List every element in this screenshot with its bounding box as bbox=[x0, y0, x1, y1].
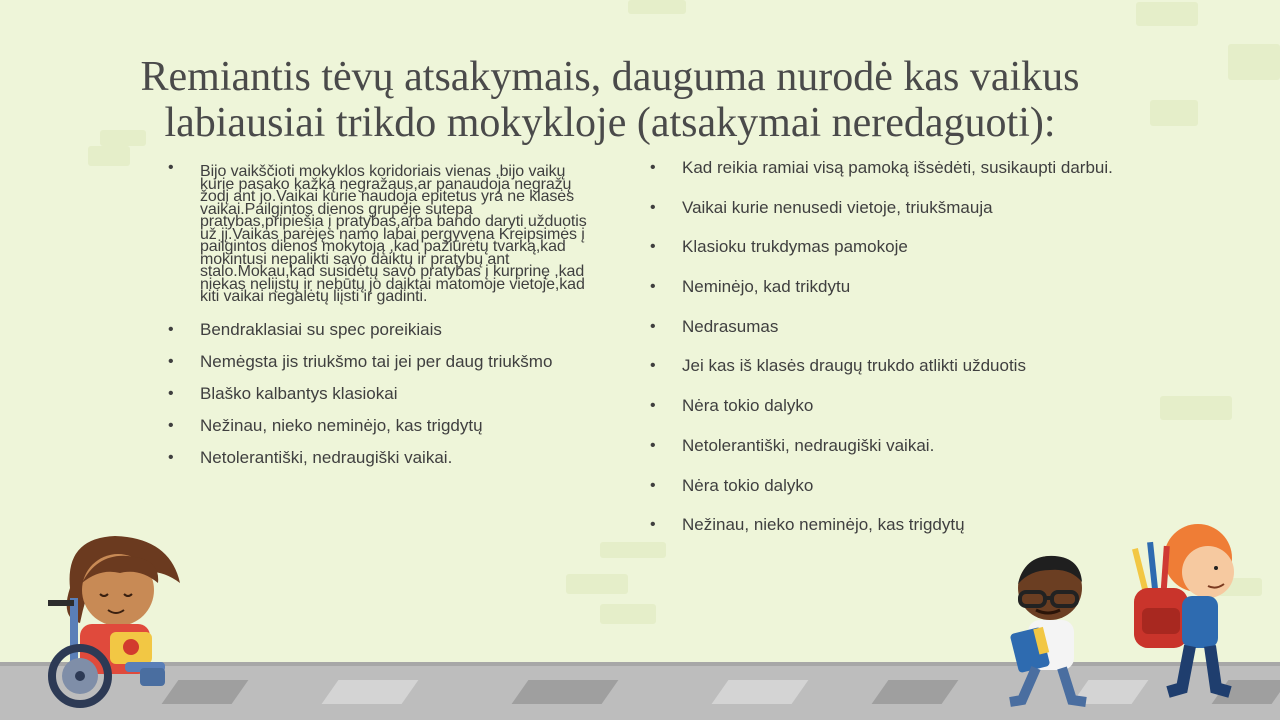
list-item bbox=[168, 416, 600, 436]
list-item-text: Nedrasumas bbox=[682, 316, 779, 336]
bullet-icon: • bbox=[650, 397, 656, 415]
floor-tile bbox=[322, 680, 419, 704]
chalk-smudge bbox=[1228, 44, 1280, 80]
bullet-icon: • bbox=[168, 159, 174, 176]
chalk-smudge bbox=[1136, 2, 1198, 26]
list-item-text: Neminėjo, kad trikdytu bbox=[682, 277, 851, 297]
list-item-text: Nėra tokio dalyko bbox=[682, 475, 814, 495]
list-item-text: Nemėgsta jis triukšmo tai jei per daug triukšmo bbox=[200, 351, 553, 371]
bullet-icon: • bbox=[650, 238, 656, 256]
bullet-icon: • bbox=[650, 436, 656, 454]
list-item bbox=[650, 198, 1210, 218]
list-item-text: Jei kas iš klasės draugų trukdo atlikti užduotis bbox=[682, 356, 1026, 376]
list-item-text: Bijo vaikščioti mokyklos koridoriais vienas ,bijo vaikų kurie pasako kažką negražaus,ar panaudoja negražų žodį ant jo.Vaikai kurie naudoja epitetus yra ne klasės vaikai.Pailgintos dienos grupėje sutepa pratybas,pripiešia į pratybas,arba bando daryti užduotis už jį.Vaikas parėjęs namo labai pergyvena Kreipsimės į pailgintos dienos mokytoją ,kad pažiūrėtų tvarką,kad mokintusi nepalikti savo daiktų ir pratybų ant stalo.Mokau,kad susidėtų savo pratybas į kurprinę ,kad niekas neliįstų ir nebūtų jo daiktai matomoje vietoje,kad kiti vaikai negalėtų liįsti ir gadinti. bbox=[200, 163, 587, 305]
list-item-text: Nežinau, nieko neminėjo, kas trigdytų bbox=[200, 415, 483, 435]
list-item bbox=[650, 396, 1210, 416]
bullet-icon: • bbox=[168, 320, 174, 338]
list-item bbox=[168, 158, 600, 304]
boy-with-backpack-and-pencils-illustration bbox=[1120, 518, 1240, 704]
bullet-icon: • bbox=[650, 357, 656, 375]
list-item bbox=[650, 277, 1210, 297]
right-bullet-list bbox=[650, 158, 1210, 555]
list-item bbox=[650, 436, 1210, 456]
list-item-text: Nežinau, nieko neminėjo, kas trigdytų bbox=[682, 515, 965, 535]
list-item bbox=[168, 384, 600, 404]
list-item bbox=[650, 476, 1210, 496]
list-item-text: Netolerantiški, nedraugiški vaikai. bbox=[200, 447, 453, 467]
bullet-icon: • bbox=[168, 352, 174, 370]
girl-in-wheelchair-illustration bbox=[40, 528, 190, 708]
floor-tile bbox=[712, 680, 809, 704]
chalk-smudge bbox=[600, 604, 656, 624]
bullet-icon: • bbox=[650, 317, 656, 335]
bullet-icon: • bbox=[650, 516, 656, 534]
list-item-text: Blaško kalbantys klasiokai bbox=[200, 383, 398, 403]
list-item bbox=[650, 317, 1210, 337]
list-item bbox=[168, 352, 600, 372]
list-item-text: Klasioku trukdymas pamokoje bbox=[682, 237, 908, 257]
bullet-icon: • bbox=[168, 384, 174, 402]
bullet-icon: • bbox=[650, 476, 656, 494]
bullet-icon: • bbox=[168, 448, 174, 466]
chalk-smudge bbox=[1150, 100, 1198, 126]
slide-title-line-2: labiausiai trikdo mokykloje (atsakymai neredaguoti): bbox=[164, 100, 1056, 146]
bullet-icon: • bbox=[650, 198, 656, 216]
chalk-smudge bbox=[88, 146, 130, 166]
bullet-icon: • bbox=[168, 416, 174, 434]
list-item bbox=[650, 158, 1210, 178]
boy-with-glasses-and-book-illustration bbox=[1000, 550, 1100, 710]
left-bullet-list bbox=[168, 158, 600, 480]
list-item-text: Nėra tokio dalyko bbox=[682, 396, 814, 416]
bullet-icon: • bbox=[650, 159, 656, 176]
list-item bbox=[168, 320, 600, 340]
bullet-icon: • bbox=[650, 278, 656, 296]
list-item-text: Netolerantiški, nedraugiški vaikai. bbox=[682, 435, 935, 455]
chalk-smudge bbox=[566, 574, 628, 594]
list-item-text: Bendraklasiai su spec poreikiais bbox=[200, 319, 442, 339]
list-item bbox=[650, 237, 1210, 257]
chalk-smudge bbox=[628, 0, 686, 14]
list-item bbox=[650, 356, 1210, 376]
list-item-text: Kad reikia ramiai visą pamoką išsėdėti, susikaupti darbui. bbox=[682, 158, 1113, 177]
list-item bbox=[168, 448, 600, 468]
floor-tile bbox=[512, 680, 619, 704]
list-item-text: Vaikai kurie nenusedi vietoje, triukšmauja bbox=[682, 197, 993, 217]
slide-title-line-1: Remiantis tėvų atsakymais, dauguma nurodė kas vaikus bbox=[140, 54, 1080, 100]
slide-title bbox=[100, 54, 1120, 146]
